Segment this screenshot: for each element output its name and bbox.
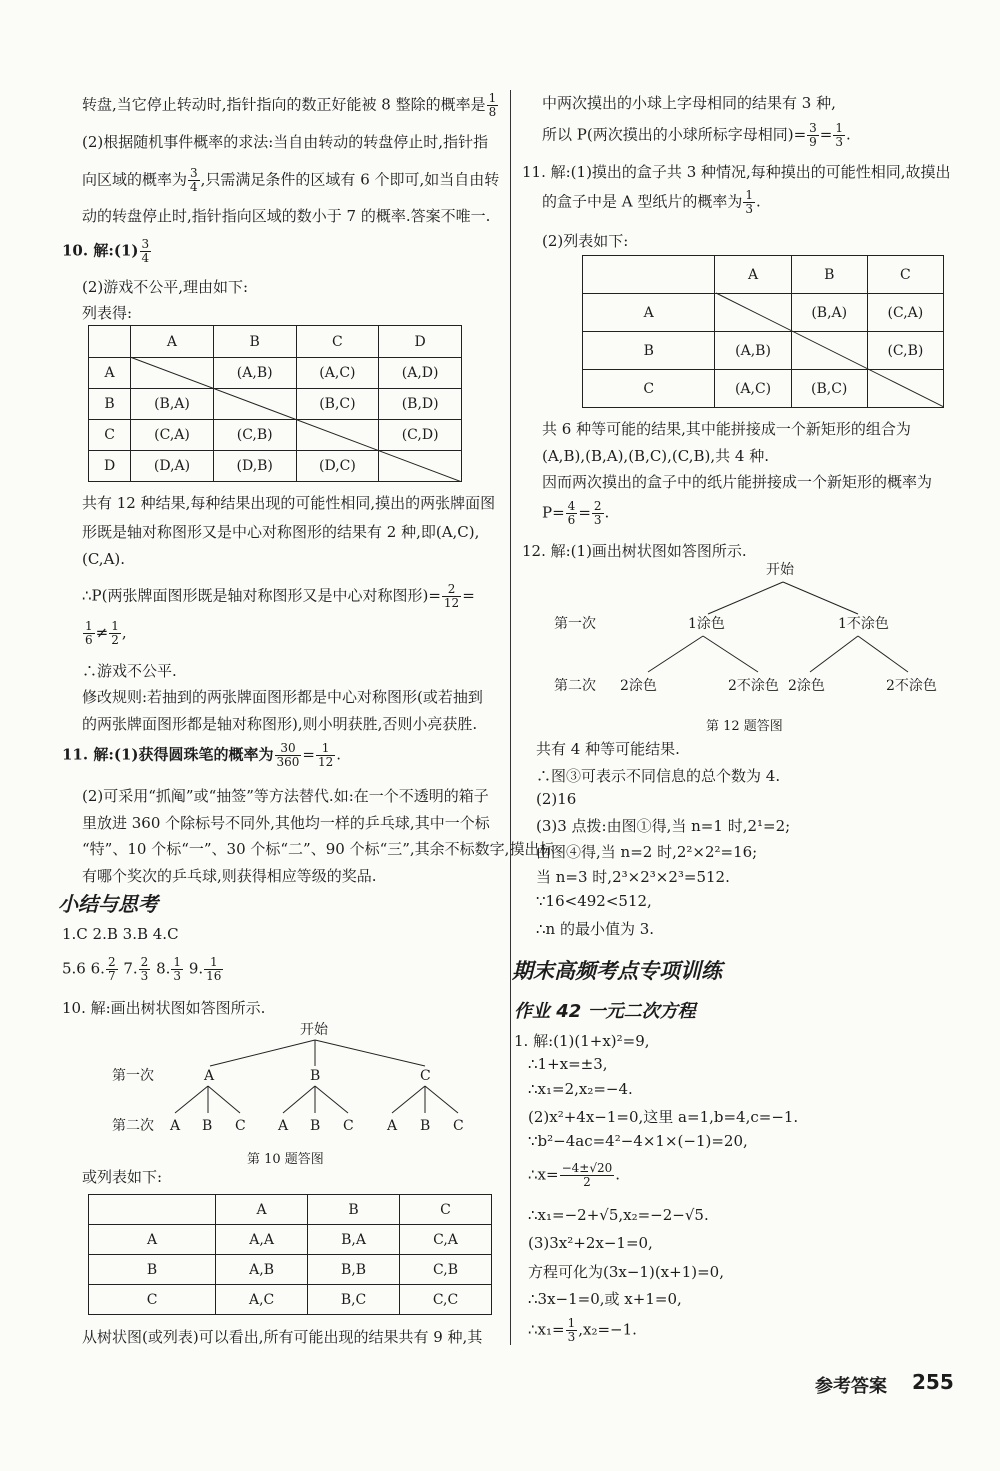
equation-line: 1. 解:(1)(1+x)²=9,	[514, 1032, 650, 1050]
text-line: 共有 4 种等可能结果.	[536, 740, 680, 758]
table-header: C	[400, 1195, 492, 1225]
question-12: 12. 解:(1)画出树状图如答图所示.	[522, 542, 747, 560]
equation-line: ∵b²−4ac=4²−4×1×(−1)=20,	[528, 1132, 748, 1150]
tree-leaf: B	[420, 1118, 431, 1134]
equation-line: ∴1+x=±3,	[528, 1055, 608, 1073]
table-header: A	[216, 1195, 308, 1225]
fraction: $\frac{1}{3}$	[745, 188, 754, 216]
fraction: $\frac{2}{3}$	[140, 955, 149, 983]
table-cell: (C,A)	[131, 420, 214, 451]
table-cell: B,C	[308, 1285, 400, 1315]
fraction: $\frac{1}{3}$	[835, 121, 843, 149]
row-header: C	[89, 420, 131, 451]
figure-caption: 第 10 题答图	[247, 1152, 324, 1167]
text-line: ∴图③可表示不同信息的总个数为 4.	[536, 767, 781, 785]
table-header: A	[131, 326, 214, 358]
fraction: $\frac{1}{16}$	[206, 955, 222, 983]
table-cell: C,B	[400, 1255, 492, 1285]
tree-level-first: 第一次	[554, 616, 596, 632]
tree-level-first: 第一次	[112, 1068, 154, 1084]
tree-leaf: B	[202, 1118, 213, 1134]
tree-level-second: 第二次	[112, 1118, 154, 1134]
figure-caption: 第 12 题答图	[706, 719, 783, 734]
question-10b: 10. 解:画出树状图如答图所示.	[62, 999, 266, 1017]
fraction: $\frac{1}{12}$	[317, 741, 334, 769]
equation-line: 方程可化为(3x−1)(x+1)=0,	[528, 1263, 724, 1281]
table-cell: (C,B)	[867, 332, 943, 370]
text-line: 的盒子中是 A 型纸片的概率为 $\frac{1}{3}$ .	[542, 188, 761, 216]
table-cell: (A,D)	[379, 358, 462, 389]
equation-line: ∴x₁= $\frac{1}{3}$ ,x₂=−1.	[528, 1316, 637, 1344]
tree-node: C	[420, 1068, 431, 1084]
table-cell: (C,D)	[379, 420, 462, 451]
row-header: A	[583, 294, 715, 332]
text-line: (2)列表如下:	[542, 232, 629, 250]
table-header: C	[296, 326, 379, 358]
table-cell: (A,B)	[715, 332, 791, 370]
table-cell: A,A	[216, 1225, 308, 1255]
row-header: C	[89, 1285, 216, 1315]
table-cell: (B,D)	[379, 389, 462, 420]
text-line: 里放进 360 个除标号不同外,其他均一样的乒乓球,其中一个标	[82, 814, 490, 832]
text-line: (2)根据随机事件概率的求法:当自由转动的转盘停止时,指针指	[82, 133, 489, 151]
text-line: 因而两次摸出的盒子中的纸片能拼接成一个新矩形的概率为	[542, 473, 933, 491]
text-line: 转盘,当它停止转动时,指针指向的数正好能被 8 整除的概率是 $\frac{1}{8}$	[82, 91, 497, 119]
fraction: $\frac{30}{360}$	[276, 741, 300, 769]
tree-start: 开始	[300, 1022, 328, 1038]
row-header: A	[89, 1225, 216, 1255]
text-line: ∵16<492<512,	[536, 892, 652, 910]
section-title: 期末高频考点专项训练	[512, 959, 722, 983]
table-cell: (A,C)	[296, 358, 379, 389]
table-cell: (C,A)	[867, 294, 943, 332]
table-cell: B,B	[308, 1255, 400, 1285]
text-line: 列表得:	[82, 304, 133, 322]
text-line: 修改规则:若抽到的两张牌面图形都是中心对称图形(或若抽到	[82, 688, 483, 706]
text-line: 或列表如下:	[82, 1168, 163, 1186]
table-header: B	[213, 326, 296, 358]
table-header: B	[791, 256, 867, 294]
tree-diagram-12	[548, 560, 958, 700]
fraction: $\frac{2}{3}$	[593, 499, 602, 527]
fraction: $\frac{2}{12}$	[443, 582, 460, 610]
text-line: (3)3 点拨:由图①得,当 n=1 时,2¹=2;	[536, 817, 791, 835]
table-header: A	[715, 256, 791, 294]
text-line: 的两张牌面图形都是轴对称图形),则小明获胜,否则小亮获胜.	[82, 715, 478, 733]
page-number: 255	[912, 1370, 954, 1394]
fraction: $\frac{4}{6}$	[567, 499, 576, 527]
fraction: $\frac{1}{3}$	[173, 955, 182, 983]
question-11: 11. 解:(1)获得圆珠笔的概率为 $\frac{30}{360}$ = $\frac{1}{12}$ .	[62, 741, 342, 769]
table-cell: C,A	[400, 1225, 492, 1255]
table-cell: (D,B)	[213, 451, 296, 482]
fraction: $\frac{-4\pm√20}{2}$	[561, 1161, 613, 1189]
fraction: $\frac{3}{9}$	[809, 121, 817, 149]
equation-line: ∴x₁=−2+√5,x₂=−2−√5.	[528, 1206, 709, 1224]
tree-node: A	[204, 1068, 215, 1084]
text-line: P= $\frac{4}{6}$ = $\frac{2}{3}$ .	[542, 499, 610, 527]
text-line: 形既是轴对称图形又是中心对称图形的结果有 2 种,即(A,C),	[82, 523, 480, 541]
row-header: B	[583, 332, 715, 370]
row-header: B	[89, 389, 131, 420]
tree-leaf: A	[278, 1118, 289, 1134]
text-line: 从树状图(或列表)可以看出,所有可能出现的结果共有 9 种,其	[82, 1328, 483, 1346]
table-cell: (A,C)	[715, 370, 791, 408]
table-cell: (B,C)	[791, 370, 867, 408]
text-line: (A,B),(B,A),(B,C),(C,B),共 4 种.	[542, 447, 769, 465]
equation-line: ∴x₁=2,x₂=−4.	[528, 1080, 633, 1098]
tree-leaf: C	[235, 1118, 246, 1134]
text-line: (C,A).	[82, 550, 126, 568]
text-line: ∴游戏不公平.	[82, 662, 177, 680]
text-line: (2)游戏不公平,理由如下:	[82, 278, 249, 296]
text-line: 所以 P(两次摸出的小球所标字母相同)= $\frac{3}{9}$ = $\frac{1}{3}$ .	[542, 121, 851, 149]
summary-title: 小结与思考	[58, 892, 158, 916]
text-line: (2)可采用“抓阄”或“抽签”等方法替代.如:在一个不透明的箱子	[82, 787, 489, 805]
table-cell: A,B	[216, 1255, 308, 1285]
text-line: (2)16	[536, 790, 577, 808]
question-10: 10. 解:(1) $\frac{3}{4}$	[62, 237, 150, 265]
tree-leaf: A	[170, 1118, 181, 1134]
equation-line: (2)x²+4x−1=0,这里 a=1,b=4,c=−1.	[528, 1108, 799, 1126]
table-cell: (A,B)	[213, 358, 296, 389]
tree-diagram-10	[100, 1018, 480, 1140]
text-line: ∴n 的最小值为 3.	[536, 920, 655, 938]
table-cell: (C,B)	[213, 420, 296, 451]
tree-leaf: B	[310, 1118, 321, 1134]
table-cell: C,C	[400, 1285, 492, 1315]
row-header: A	[89, 358, 131, 389]
tree-leaf: C	[453, 1118, 464, 1134]
answer-line: 1.C 2.B 3.B 4.C	[62, 925, 179, 943]
fraction: $\frac{1}{8}$	[488, 91, 497, 119]
table-diagonal	[582, 255, 944, 407]
table-header: D	[379, 326, 462, 358]
equation-line: ∴3x−1=0,或 x+1=0,	[528, 1290, 682, 1308]
table-cell: (D,C)	[296, 451, 379, 482]
text-line: “特”、10 个标“一”、30 个标“二”、90 个标“三”,其余不标数字,摸出标	[82, 840, 555, 858]
text-line: 共 6 种等可能的结果,其中能拼接成一个新矩形的组合为	[542, 420, 911, 438]
tree-node: 1涂色	[688, 616, 725, 632]
text-line: 由图④得,当 n=2 时,2²×2²=16;	[536, 843, 758, 861]
tree-node: B	[310, 1068, 321, 1084]
question-11-right: 11. 解:(1)摸出的盒子共 3 种情况,每种摸出的可能性相同,故摸出	[522, 163, 951, 181]
fraction: $\frac{2}{7}$	[107, 955, 116, 983]
homework-title: 作业 42 一元二次方程	[514, 1001, 696, 1022]
row-header: C	[583, 370, 715, 408]
fraction: $\frac{3}{4}$	[141, 237, 150, 265]
row-header: B	[89, 1255, 216, 1285]
table-cell: B,A	[308, 1225, 400, 1255]
tree-leaf: A	[387, 1118, 398, 1134]
text-line: 共有 12 种结果,每种结果出现的可能性相同,摸出的两张牌面图	[82, 494, 496, 512]
footer-label: 参考答案	[815, 1376, 887, 1397]
text-line: 向区域的概率为 $\frac{3}{4}$ ,只需满足条件的区域有 6 个即可,如当自由转	[82, 166, 500, 194]
text-line: $\frac{1}{6}$ ≠ $\frac{1}{2}$ ,	[85, 619, 127, 647]
text-line: 动的转盘停止时,指针指向区域的数小于 7 的概率.答案不唯一.	[82, 207, 491, 225]
tree-leaf: C	[343, 1118, 354, 1134]
table-cell: (B,A)	[131, 389, 214, 420]
fraction: $\frac{3}{4}$	[190, 166, 198, 194]
text-line: ∴P(两张牌面图形既是轴对称图形又是中心对称图形)= $\frac{2}{12}$ =	[82, 582, 475, 610]
fraction: $\frac{1}{2}$	[111, 619, 119, 647]
text-line: 当 n=3 时,2³×2³×2³=512.	[536, 868, 730, 886]
equation-line: ∴x= $\frac{-4\pm√20}{2}$ .	[528, 1161, 621, 1189]
answer-line: 5.6 6. $\frac{2}{7}$ 7. $\frac{2}{3}$ 8. $\frac{1}{3}$ 9. $\frac{1}{16}$	[62, 955, 222, 983]
table-header: C	[867, 256, 943, 294]
outcome-table-2	[88, 1194, 492, 1315]
tree-leaf: 2不涂色	[886, 678, 937, 694]
text-line: 有哪个奖次的乒乓球,则获得相应等级的奖品.	[82, 867, 377, 885]
row-header: D	[89, 451, 131, 482]
fraction: $\frac{1}{3}$	[567, 1316, 576, 1344]
tree-leaf: 2涂色	[788, 678, 825, 694]
tree-level-second: 第二次	[554, 678, 596, 694]
tree-node: 1不涂色	[838, 616, 889, 632]
tree-leaf: 2涂色	[620, 678, 657, 694]
table-cell: (B,A)	[791, 294, 867, 332]
table-diagonal	[88, 325, 462, 482]
table-cell: (D,A)	[131, 451, 214, 482]
table-cell: A,C	[216, 1285, 308, 1315]
fraction: $\frac{1}{6}$	[85, 619, 93, 647]
table-header: B	[308, 1195, 400, 1225]
table-corner	[89, 1195, 216, 1225]
column-divider	[510, 90, 511, 1345]
text-line: 中两次摸出的小球上字母相同的结果有 3 种,	[542, 94, 836, 112]
tree-leaf: 2不涂色	[728, 678, 779, 694]
equation-line: (3)3x²+2x−1=0,	[528, 1234, 653, 1252]
tree-start: 开始	[766, 562, 794, 578]
table-cell: (B,C)	[296, 389, 379, 420]
